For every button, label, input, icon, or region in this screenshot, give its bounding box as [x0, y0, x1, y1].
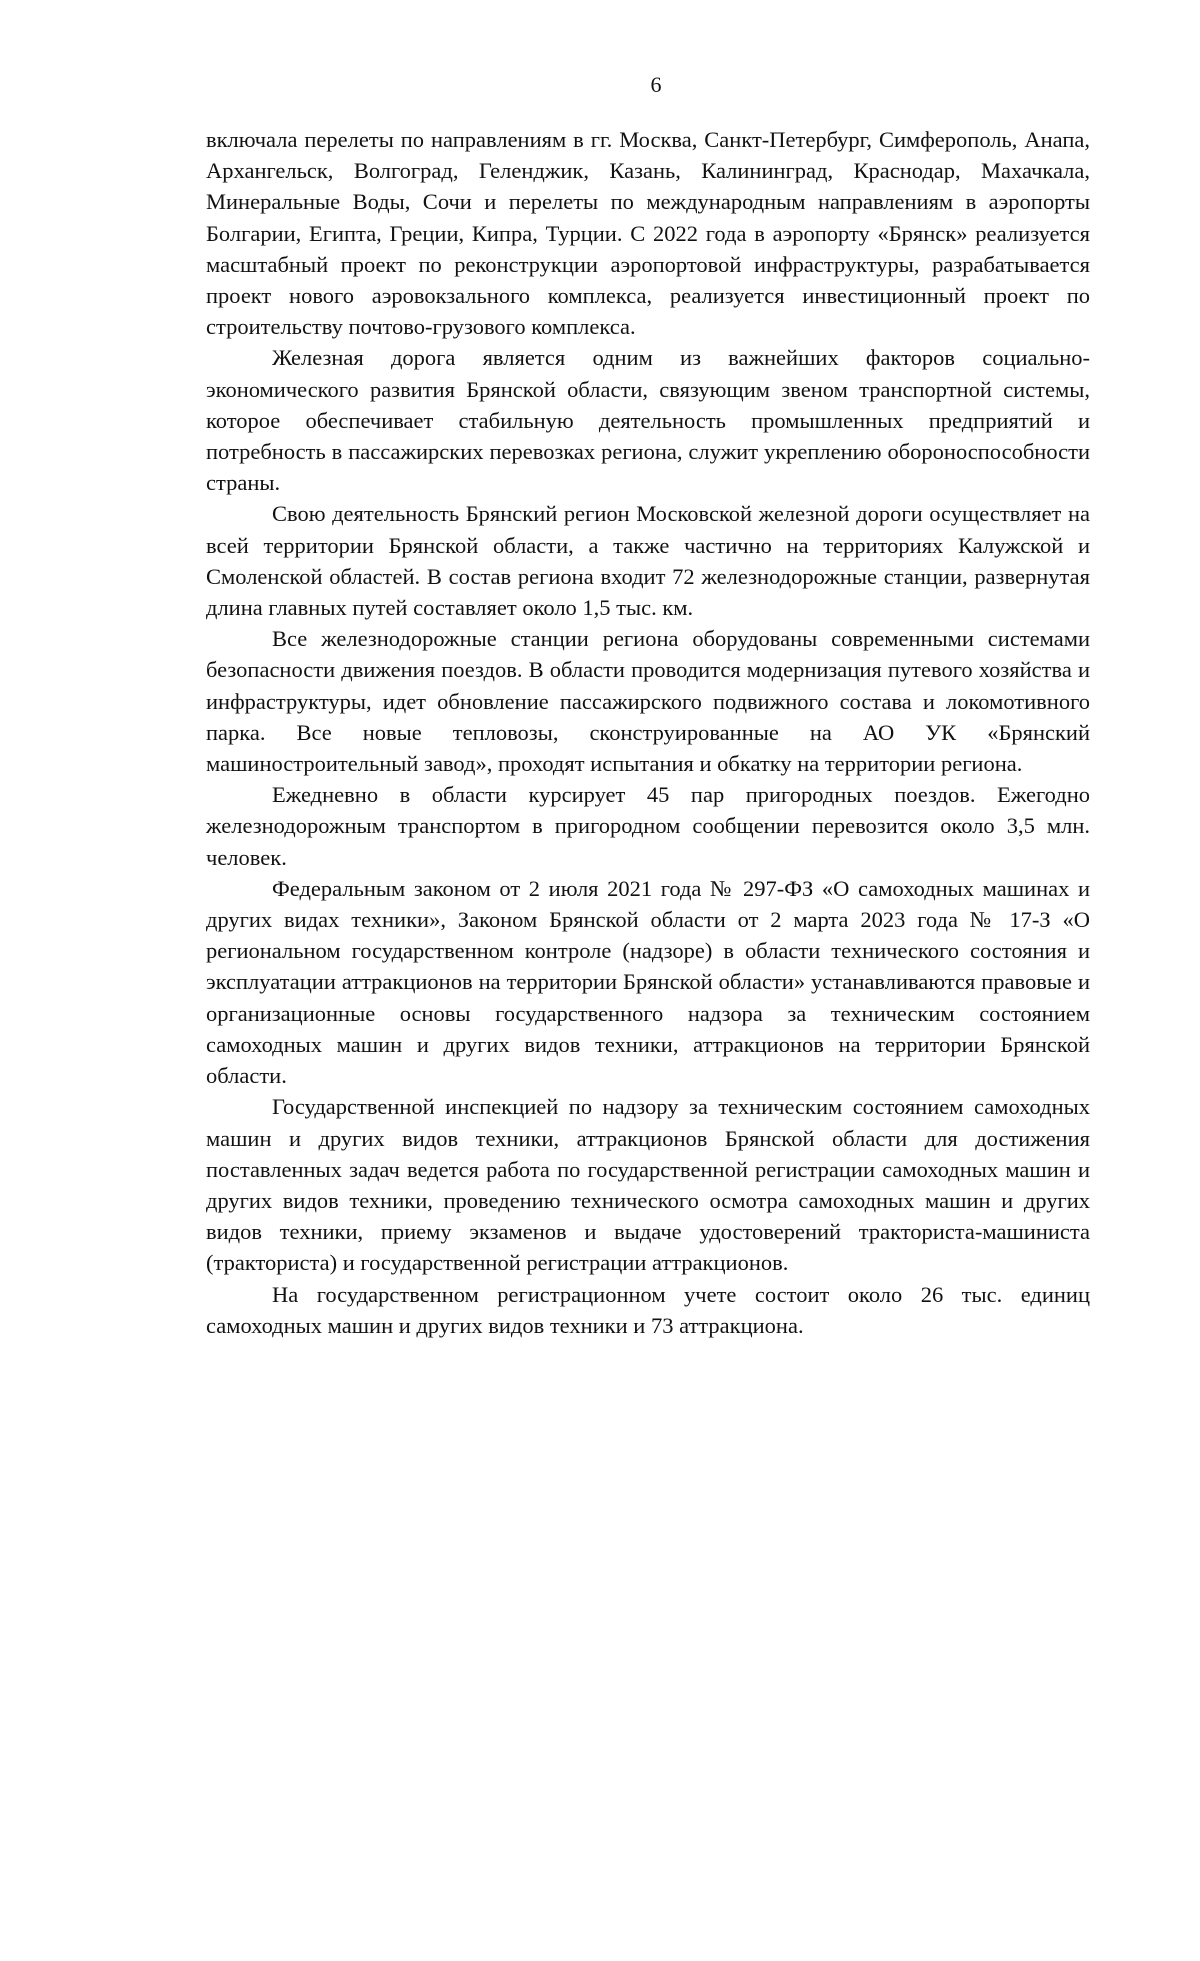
- paragraph-inspection-work: Государственной инспекцией по надзору за техническим состоянием самоходных машин и других видов техники, аттракционов Брянской области для достижения поставленных задач ведется работа по государственной регистрации самоходных машин и других видов техники, проведению технического осмотра самоходных машин и других видов техники, приему экзаменов и выдаче удостоверений тракториста-машиниста (тракториста) и государственной регистрации аттракционов.: [206, 1094, 1090, 1276]
- document-body: [206, 124, 1090, 1341]
- page-number: 6: [650, 72, 662, 97]
- paragraph-railway-modernization: Все железнодорожные станции региона оборудованы современными системами безопасности движения поездов. В области проводится модернизация путевого хозяйства и инфраструктуры, идет обновление пассажирского подвижного состава и локомотивного парка. Все новые тепловозы, сконструированные на АО УК «Брянский машиностроительный завод», проходят испытания и обкатку на территории региона.: [206, 626, 1090, 777]
- paragraph-legal-basis: Федеральным законом от 2 июля 2021 года № 297-ФЗ «О самоходных машинах и других видах техники», Законом Брянской области от 2 марта 2023 года № 17-З «О региональном государственном контроле (надзоре) в области технического состояния и эксплуатации аттракционов на территории Брянской области» устанавливаются правовые и организационные основы государственного надзора за техническим состоянием самоходных машин и других видов техники, аттракционов на территории Брянской области.: [206, 875, 1090, 1089]
- paragraph-registration-count: На государственном регистрационном учете состоит около 26 тыс. единиц самоходных машин и других видов техники и 73 аттракциона.: [206, 1281, 1090, 1338]
- paragraph-suburban-trains: Ежедневно в области курсирует 45 пар пригородных поездов. Ежегодно железнодорожным транспортом в пригородном сообщении перевозится около 3,5 млн. человек.: [206, 782, 1090, 870]
- paragraph-railway-region: Свою деятельность Брянский регион Московской железной дороги осуществляет на всей территории Брянской области, а также частично на территориях Калужской и Смоленской областей. В состав региона входит 72 железнодорожные станции, развернутая длина главных путей составляет около 1,5 тыс. км.: [206, 501, 1090, 621]
- paragraph-airport-flights: включала перелеты по направлениям в гг. Москва, Санкт-Петербург, Симферополь, Анапа, Архангельск, Волгоград, Геленджик, Казань, Калининград, Краснодар, Махачкала, Минеральные Воды, Сочи и перелеты по международным направлениям в аэропорты Болгарии, Египта, Греции, Кипра, Турции. С 2022 года в аэропорту «Брянск» реализуется масштабный проект по реконструкции аэропортовой инфраструктуры, разрабатывается проект нового аэровокзального комплекса, реализуется инвестиционный проект по строительству почтово-грузового комплекса.: [206, 127, 1090, 340]
- paragraph-railway-importance: Железная дорога является одним из важнейших факторов социально-экономического развития Брянской области, связующим звеном транспортной системы, которое обеспечивает стабильную деятельность промышленных предприятий и потребность в пассажирских перевозках региона, служит укреплению обороноспособности страны.: [206, 345, 1090, 496]
